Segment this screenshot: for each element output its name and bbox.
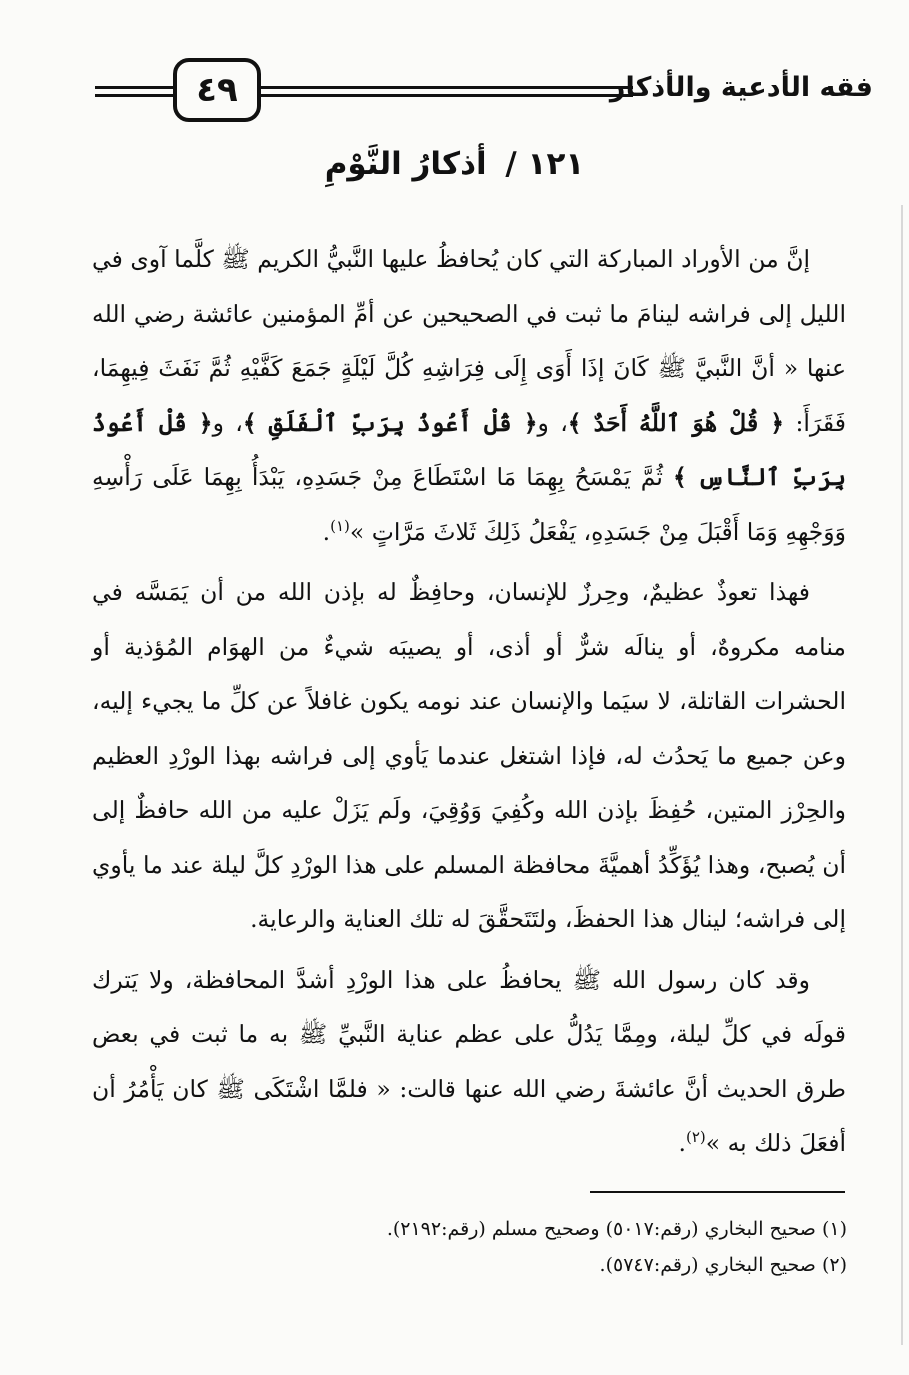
footnote-1: (١) صحيح البخاري (رقم:٥٠١٧) وصحيح مسلم (رقم:٢١٩٢). [386,1218,847,1240]
paragraph-1 [92,232,846,559]
running-book-title: فقه الأدعية والأذكار [609,72,873,103]
scan-margin-line [901,205,903,1345]
page-header [95,58,873,128]
body-text [92,232,846,1177]
section-title: أذكارُ النَّوْمِ [324,146,487,182]
paragraph-3-end: . [678,1129,686,1157]
paragraph-2: فهذا تعوذٌ عظيمٌ، وحِرزٌ للإنسان، وحافِظٌ له بإذن الله من أن يَمَسَّه في منامه مكروهٌ، أو ينالَه شرٌّ أو أذى، أو يصيبَه شيءٌ من الهوَام المُؤذية أو الحشرات القاتلة، لا سيَما والإنسان عند نومه يكون غافلاً عن كلِّ ما يجيء إليه، وعن جميع ما يَحدُث له، فإذا اشتغل عندما يَأوي إلى فراشه بهذا الورْدِ العظيم والحِرْز المتين، حُفِظَ بإذن الله وكُفِيَ وَوُقِيَ، ولَم يَزَلْ عليه من الله حافظٌ إلى أن يُصبح، وهذا يُؤَكِّدُ أهميَّةَ محافظة المسلم على هذا الورْدِ كلَّ ليلة عند ما يأوي إلى فراشه؛ لينال هذا الحفظَ، ولتَتَحقَّقَ له تلك العناية والرعاية. [92,578,846,933]
footnote-ref-2[interactable]: (٢) [685,1128,706,1147]
paragraph-1-end: . [322,517,331,546]
paragraph-1-text-d: ثُمَّ يَمْسَحُ بِهِمَا مَا اسْتَطَاعَ مِنْ جَسَدِهِ، يَبْدَأُ بِهِمَا عَلَى رَأْسِهِ وَوَجْهِهِ وَمَا أَقْبَلَ مِنْ جَسَدِهِ، يَفْعَلُ ذَلِكَ ثَلاثَ مَرَّاتٍ » [92,463,846,546]
paragraph-3-text: وقد كان رسول الله ﷺ يحافظُ على هذا الورْدِ أشدَّ المحافظة، ولا يَترك قولَه في كلِّ ليلة، ومِمَّا يَدُلُّ على عظم عناية النَّبيِّ ﷺ به ما ثبت في بعض طرق الحديث أنَّ عائشةَ رضي الله عنها قالت: « فلمَّا اشْتَكَى ﷺ كان يَأْمُرُ أن أفعَلَ ذلك به » [92,965,846,1157]
quran-verse-nas: ﴿ قُلْ أَعُوذُ بِرَبِّ ٱلنَّاسِ ﴾ [92,408,847,491]
footnotes [200,1211,847,1283]
section-heading [0,146,909,182]
footnote-ref-1[interactable]: (١) [330,516,350,535]
paragraph-1-text-a: إنَّ من الأوراد المباركة التي كان يُحافظُ عليها النَّبيُّ الكريم ﷺ كلَّما آوى في الليل إلى فراشه لينامَ ما ثبت في الصحيحين عن أمِّ المؤمنين عائشة رضي الله عنها « أنَّ النَّبيَّ ﷺ كَانَ إذَا أَوَى إِلَى فِرَاشِهِ كُلَّ لَيْلَةٍ جَمَعَ كَفَّيْهِ ثُمَّ نَفَثَ فِيهِمَا، فَقَرَأَ: [92,245,846,437]
header-rule-right [261,86,633,89]
quran-verse-falaq: ﴿ قُلْ أَعُوذُ بِرَبِّ ٱلْفَلَقِ ﴾ [242,408,538,437]
quran-verse-ikhlas: ﴿ قُلْ هُوَ ٱللَّهُ أَحَدٌ ﴾ [567,408,785,437]
footnote-divider [590,1191,845,1193]
header-rule-left [95,86,173,89]
paragraph-1-text-b: ، و [537,408,568,437]
header-rule-left-lower [95,94,173,97]
section-number: ١٢١ / [505,146,585,182]
paragraph-3 [92,953,846,1171]
paragraph-1-text-c: ، و [212,408,243,437]
footnote-2: (٢) صحيح البخاري (رقم:٥٧٤٧). [599,1254,847,1276]
page-number: ٤٩ [196,70,238,110]
page-number-box [173,58,261,122]
header-rule-right-lower [261,94,633,97]
